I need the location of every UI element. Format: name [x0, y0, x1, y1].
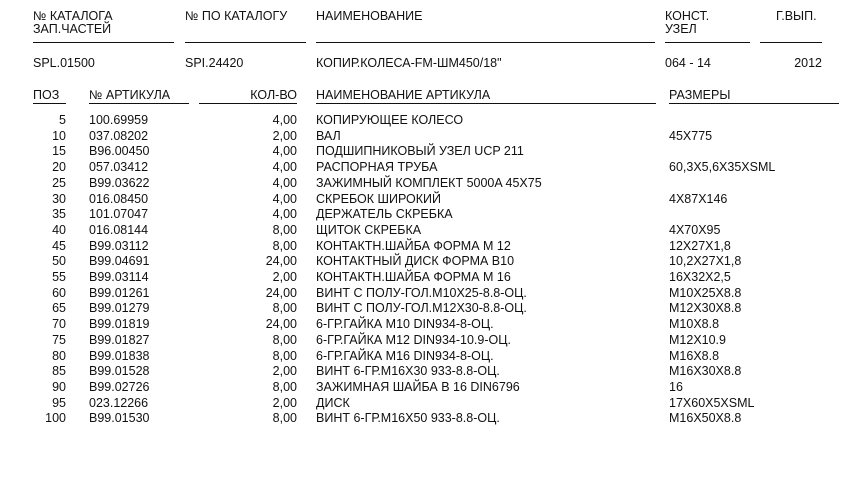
table-row — [0, 113, 852, 129]
cell-name: РАСПОРНАЯ ТРУБА — [316, 160, 438, 175]
cell-qty: 4,00 — [272, 207, 297, 222]
cell-article: B99.04691 — [89, 254, 150, 269]
cell-article: B99.01279 — [89, 301, 150, 316]
header-rule — [316, 42, 655, 43]
cell-qty: 2,00 — [272, 270, 297, 284]
cell-qty: 2,00 — [272, 395, 297, 410]
cell-qty: 8,00 — [272, 332, 297, 347]
cell-qty: 4,00 — [272, 144, 297, 159]
col-header-pos: ПОЗ — [33, 88, 60, 102]
const-label-line2: УЗЕЛ — [665, 22, 697, 36]
header-rule — [760, 42, 822, 43]
const-label — [665, 10, 709, 36]
by-catalog-label: № ПО КАТАЛОГУ — [185, 9, 288, 23]
cell-article: B99.01530 — [89, 411, 150, 426]
cell-size: M16X50X8.8 — [669, 411, 742, 426]
table-row — [0, 207, 852, 223]
cell-size: 60,3X5,6X35XSML — [669, 160, 776, 175]
cell-article: 016.08450 — [89, 191, 149, 206]
cell-name: ВИНТ 6-ГР.M16X50 933-8.8-ОЦ. — [316, 411, 500, 426]
cell-size: M12X10.9 — [669, 332, 726, 347]
col-header-qty: КОЛ-ВО — [250, 88, 297, 102]
catalog-no-label-line1: № КАТАЛОГА — [33, 9, 113, 23]
year-label: Г.ВЫП. — [776, 9, 817, 23]
catalog-no-label-line2: ЗАП.ЧАСТЕЙ — [33, 22, 112, 36]
cell-name: 6-ГР.ГАЙКА M10 DIN934-8-ОЦ. — [316, 317, 494, 332]
table-row — [0, 317, 852, 333]
cell-pos: 95 — [52, 395, 66, 410]
cell-article: 100.69959 — [89, 113, 149, 127]
cell-size: 17X60X5XSML — [669, 395, 755, 410]
catalog-no-value: SPL.01500 — [33, 56, 95, 70]
cell-qty: 24,00 — [265, 285, 297, 300]
cell-article: 057.03412 — [89, 160, 149, 175]
cell-pos: 40 — [52, 222, 66, 237]
table-row — [0, 396, 852, 412]
year-value: 2012 — [794, 56, 822, 70]
cell-size: M10X25X8.8 — [669, 285, 742, 300]
table-row — [0, 160, 852, 176]
cell-qty: 4,00 — [272, 175, 297, 190]
cell-name: ВИНТ С ПОЛУ-ГОЛ.M10X25-8.8-ОЦ. — [316, 285, 527, 300]
table-row — [0, 364, 852, 380]
cell-name: ДЕРЖАТЕЛЬ СКРЕБКА — [316, 207, 453, 222]
cell-name: 6-ГР.ГАЙКА M12 DIN934-10.9-ОЦ. — [316, 332, 511, 347]
table-row — [0, 411, 852, 427]
cell-article: B99.03112 — [89, 238, 149, 253]
cell-name: ЩИТОК СКРЕБКА — [316, 222, 422, 237]
cell-size: 4X87X146 — [669, 191, 728, 206]
const-value: 064 - 14 — [665, 56, 711, 70]
cell-qty: 2,00 — [272, 364, 297, 379]
cell-size: 16X32X2,5 — [669, 270, 731, 284]
cell-name: 6-ГР.ГАЙКА M16 DIN934-8-ОЦ. — [316, 348, 494, 363]
cell-pos: 85 — [52, 364, 66, 379]
column-rule — [33, 103, 66, 104]
cell-pos: 45 — [52, 238, 66, 253]
cell-name: КОПИРУЮЩЕЕ КОЛЕСО — [316, 113, 464, 127]
header-rule — [665, 42, 750, 43]
cell-pos: 25 — [52, 175, 66, 190]
cell-pos: 30 — [52, 191, 66, 206]
cell-name: ДИСК — [316, 395, 350, 410]
cell-qty: 8,00 — [272, 301, 297, 316]
table-row — [0, 333, 852, 349]
cell-size: 16 — [669, 379, 683, 394]
cell-pos: 75 — [52, 332, 66, 347]
cell-pos: 60 — [52, 285, 66, 300]
table-row — [0, 176, 852, 192]
cell-qty: 4,00 — [272, 191, 297, 206]
cell-article: B99.02726 — [89, 379, 150, 394]
cell-name: КОНТАКТНЫЙ ДИСК ФОРМА B10 — [316, 254, 515, 269]
cell-name: ПОДШИПНИКОВЫЙ УЗЕЛ UCP 211 — [316, 144, 524, 159]
cell-name: КОНТАКТН.ШАЙБА ФОРМА М 16 — [316, 270, 511, 284]
catalog-no-label — [33, 10, 113, 36]
cell-qty: 4,00 — [272, 113, 297, 127]
cell-pos: 70 — [52, 317, 66, 332]
cell-size: 10,2X27X1,8 — [669, 254, 742, 269]
cell-article: B99.01528 — [89, 364, 150, 379]
cell-article: B99.01819 — [89, 317, 150, 332]
cell-article: 037.08202 — [89, 128, 149, 143]
cell-size: M10X8.8 — [669, 317, 720, 332]
column-rule — [669, 103, 839, 104]
header-rule — [185, 42, 306, 43]
cell-article: 016.08144 — [89, 222, 149, 237]
cell-article: B99.01261 — [89, 285, 150, 300]
table-row — [0, 301, 852, 317]
table-row — [0, 192, 852, 208]
cell-article: 023.12266 — [89, 395, 149, 410]
cell-size: M12X30X8.8 — [669, 301, 742, 316]
table-row — [0, 223, 852, 239]
cell-name: СКРЕБОК ШИРОКИЙ — [316, 191, 441, 206]
cell-pos: 80 — [52, 348, 66, 363]
cell-article: B99.03114 — [89, 270, 149, 284]
column-rule — [199, 103, 297, 104]
cell-qty: 8,00 — [272, 411, 297, 426]
cell-name: ЗАЖИМНЫЙ КОМПЛЕКТ 5000A 45X75 — [316, 175, 542, 190]
table-row — [0, 286, 852, 302]
table-row — [0, 129, 852, 145]
name-value: КОПИР.КОЛЕСА-FM-ШМ450/18" — [316, 56, 502, 70]
cell-qty: 24,00 — [265, 254, 297, 269]
cell-pos: 20 — [52, 160, 66, 175]
cell-qty: 8,00 — [272, 379, 297, 394]
const-label-line1: КОНСТ. — [665, 9, 710, 23]
table-row — [0, 380, 852, 396]
cell-article: B99.03622 — [89, 175, 150, 190]
cell-pos: 35 — [52, 207, 66, 222]
col-header-name: НАИМЕНОВАНИЕ АРТИКУЛА — [316, 88, 491, 102]
header-rule — [33, 42, 174, 43]
cell-qty: 8,00 — [272, 238, 297, 253]
cell-qty: 8,00 — [272, 348, 297, 363]
cell-name: ВИНТ 6-ГР.M16X30 933-8.8-ОЦ. — [316, 364, 500, 379]
cell-name: ВИНТ С ПОЛУ-ГОЛ.M12X30-8.8-ОЦ. — [316, 301, 527, 316]
cell-qty: 4,00 — [272, 160, 297, 175]
col-header-article: № АРТИКУЛА — [89, 88, 171, 102]
table-row — [0, 270, 852, 286]
cell-size: 4X70X95 — [669, 222, 721, 237]
cell-article: B99.01838 — [89, 348, 150, 363]
cell-pos: 10 — [52, 128, 66, 143]
col-header-size: РАЗМЕРЫ — [669, 88, 731, 102]
cell-pos: 55 — [52, 270, 66, 284]
cell-pos: 50 — [52, 254, 66, 269]
table-row — [0, 254, 852, 270]
cell-qty: 2,00 — [272, 128, 297, 143]
cell-pos: 65 — [52, 301, 66, 316]
cell-name: КОНТАКТН.ШАЙБА ФОРМА М 12 — [316, 238, 511, 253]
by-catalog-value: SPI.24420 — [185, 56, 244, 70]
cell-article: 101.07047 — [89, 207, 149, 222]
column-rule — [89, 103, 189, 104]
table-row — [0, 144, 852, 160]
cell-pos: 100 — [45, 411, 66, 426]
cell-qty: 24,00 — [265, 317, 297, 332]
cell-pos: 90 — [52, 379, 66, 394]
cell-name: ВАЛ — [316, 128, 341, 143]
table-row — [0, 349, 852, 365]
column-rule — [316, 103, 656, 104]
cell-size: 12X27X1,8 — [669, 238, 731, 253]
cell-qty: 8,00 — [272, 222, 297, 237]
cell-size: 45X775 — [669, 128, 713, 143]
cell-size: M16X30X8.8 — [669, 364, 742, 379]
cell-pos: 15 — [52, 144, 66, 159]
cell-pos: 5 — [59, 113, 66, 127]
cell-article: B99.01827 — [89, 332, 150, 347]
cell-article: B96.00450 — [89, 144, 150, 159]
name-label: НАИМЕНОВАНИЕ — [316, 9, 423, 23]
cell-size: M16X8.8 — [669, 348, 720, 363]
cell-name: ЗАЖИМНАЯ ШАЙБА В 16 DIN6796 — [316, 379, 520, 394]
table-row — [0, 239, 852, 255]
